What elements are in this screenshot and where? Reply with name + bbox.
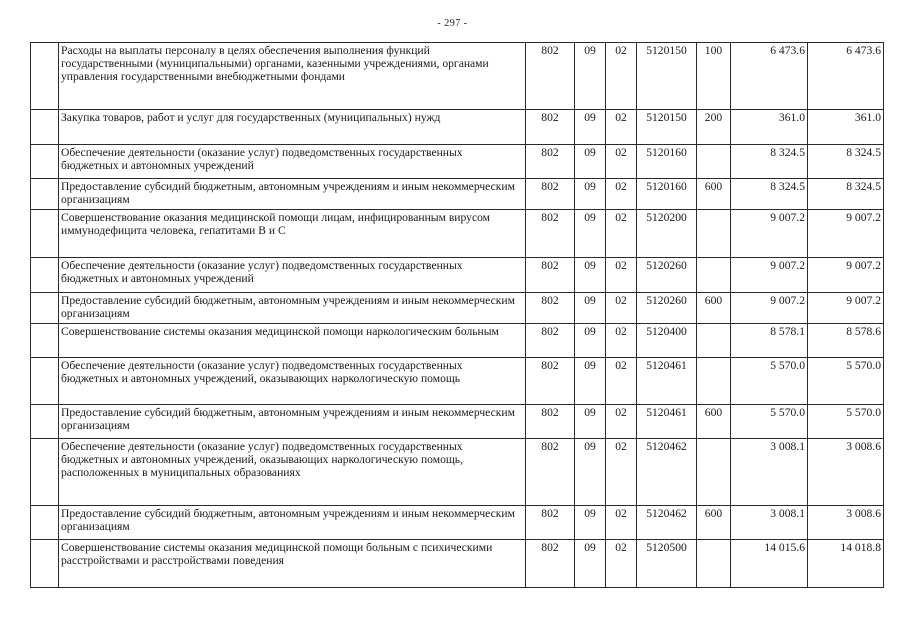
- amount-second-cell: 9 007.2: [808, 293, 884, 324]
- subsection-code-cell: 02: [606, 405, 637, 439]
- subsection-code-cell: 02: [606, 145, 637, 179]
- section-code-cell: 09: [575, 258, 606, 293]
- expense-type-cell: 600: [697, 179, 731, 210]
- expense-type-cell: [697, 358, 731, 405]
- row-marker-cell: [31, 145, 59, 179]
- expense-name-cell: Обеспечение деятельности (оказание услуг) подведомственных государственных бюджетных и автономных учреждений, оказывающих наркологическую помощь, расположенных в муниципальных образованиях: [59, 439, 526, 506]
- ministry-code-cell: 802: [526, 110, 575, 145]
- expense-name-cell: Предоставление субсидий бюджетным, автономным учреждениям и иным некоммерческим организациям: [59, 405, 526, 439]
- expense-name-cell: Расходы на выплаты персоналу в целях обеспечения выполнения функций государственными (муниципальными) органами, казенными учреждениями, органами управления государственными внебюджетными фондами: [59, 43, 526, 110]
- amount-first-cell: 8 324.5: [731, 179, 808, 210]
- expense-name-cell: Обеспечение деятельности (оказание услуг) подведомственных государственных бюджетных и автономных учреждений, оказывающих наркологическую помощь: [59, 358, 526, 405]
- amount-second-cell: 8 578.6: [808, 324, 884, 358]
- amount-second-cell: 8 324.5: [808, 145, 884, 179]
- table-row: [31, 110, 884, 145]
- section-code-cell: 09: [575, 506, 606, 540]
- table-row: [31, 405, 884, 439]
- table-row: [31, 540, 884, 588]
- target-article-cell: 5120461: [637, 405, 697, 439]
- expense-name-cell: Предоставление субсидий бюджетным, автономным учреждениям и иным некоммерческим организациям: [59, 179, 526, 210]
- ministry-code-cell: 802: [526, 258, 575, 293]
- expense-type-cell: 100: [697, 43, 731, 110]
- expense-type-cell: 600: [697, 506, 731, 540]
- amount-second-cell: 5 570.0: [808, 405, 884, 439]
- subsection-code-cell: 02: [606, 439, 637, 506]
- expense-name-cell: Обеспечение деятельности (оказание услуг) подведомственных государственных бюджетных и автономных учреждений: [59, 145, 526, 179]
- target-article-cell: 5120160: [637, 179, 697, 210]
- table-row: [31, 439, 884, 506]
- amount-first-cell: 14 015.6: [731, 540, 808, 588]
- amount-second-cell: 9 007.2: [808, 258, 884, 293]
- row-marker-cell: [31, 324, 59, 358]
- target-article-cell: 5120461: [637, 358, 697, 405]
- row-marker-cell: [31, 43, 59, 110]
- target-article-cell: 5120462: [637, 506, 697, 540]
- expense-name-cell: Закупка товаров, работ и услуг для государственных (муниципальных) нужд: [59, 110, 526, 145]
- row-marker-cell: [31, 293, 59, 324]
- expense-name-cell: Предоставление субсидий бюджетным, автономным учреждениям и иным некоммерческим организациям: [59, 293, 526, 324]
- target-article-cell: 5120150: [637, 43, 697, 110]
- section-code-cell: 09: [575, 324, 606, 358]
- subsection-code-cell: 02: [606, 506, 637, 540]
- expense-name-cell: Совершенствование системы оказания медицинской помощи больным с психическими расстройствами и расстройствами поведения: [59, 540, 526, 588]
- section-code-cell: 09: [575, 293, 606, 324]
- amount-second-cell: 6 473.6: [808, 43, 884, 110]
- expense-name-cell: Совершенствование оказания медицинской помощи лицам, инфицированным вирусом иммунодефицита человека, гепатитами В и С: [59, 210, 526, 258]
- expense-name-cell: Совершенствование системы оказания медицинской помощи наркологическим больным: [59, 324, 526, 358]
- ministry-code-cell: 802: [526, 405, 575, 439]
- ministry-code-cell: 802: [526, 210, 575, 258]
- ministry-code-cell: 802: [526, 43, 575, 110]
- table-row: [31, 179, 884, 210]
- row-marker-cell: [31, 358, 59, 405]
- target-article-cell: 5120400: [637, 324, 697, 358]
- row-marker-cell: [31, 405, 59, 439]
- row-marker-cell: [31, 506, 59, 540]
- row-marker-cell: [31, 110, 59, 145]
- expense-type-cell: [697, 210, 731, 258]
- subsection-code-cell: 02: [606, 210, 637, 258]
- row-marker-cell: [31, 210, 59, 258]
- table-row: [31, 43, 884, 110]
- expense-type-cell: [697, 145, 731, 179]
- section-code-cell: 09: [575, 405, 606, 439]
- section-code-cell: 09: [575, 210, 606, 258]
- row-marker-cell: [31, 439, 59, 506]
- amount-first-cell: 9 007.2: [731, 258, 808, 293]
- row-marker-cell: [31, 179, 59, 210]
- amount-first-cell: 6 473.6: [731, 43, 808, 110]
- table-row: [31, 506, 884, 540]
- expense-type-cell: 600: [697, 405, 731, 439]
- section-code-cell: 09: [575, 179, 606, 210]
- amount-second-cell: 14 018.8: [808, 540, 884, 588]
- target-article-cell: 5120160: [637, 145, 697, 179]
- ministry-code-cell: 802: [526, 324, 575, 358]
- ministry-code-cell: 802: [526, 358, 575, 405]
- expense-type-cell: [697, 258, 731, 293]
- subsection-code-cell: 02: [606, 43, 637, 110]
- amount-first-cell: 5 570.0: [731, 405, 808, 439]
- expense-name-cell: Предоставление субсидий бюджетным, автономным учреждениям и иным некоммерческим организациям: [59, 506, 526, 540]
- subsection-code-cell: 02: [606, 324, 637, 358]
- amount-second-cell: 8 324.5: [808, 179, 884, 210]
- ministry-code-cell: 802: [526, 145, 575, 179]
- target-article-cell: 5120150: [637, 110, 697, 145]
- expense-type-cell: [697, 324, 731, 358]
- ministry-code-cell: 802: [526, 439, 575, 506]
- amount-second-cell: 3 008.6: [808, 506, 884, 540]
- ministry-code-cell: 802: [526, 506, 575, 540]
- section-code-cell: 09: [575, 540, 606, 588]
- expense-type-cell: 200: [697, 110, 731, 145]
- section-code-cell: 09: [575, 110, 606, 145]
- amount-second-cell: 9 007.2: [808, 210, 884, 258]
- section-code-cell: 09: [575, 43, 606, 110]
- section-code-cell: 09: [575, 439, 606, 506]
- subsection-code-cell: 02: [606, 179, 637, 210]
- amount-first-cell: 9 007.2: [731, 293, 808, 324]
- table-row: [31, 324, 884, 358]
- subsection-code-cell: 02: [606, 358, 637, 405]
- target-article-cell: 5120260: [637, 293, 697, 324]
- amount-first-cell: 3 008.1: [731, 506, 808, 540]
- ministry-code-cell: 802: [526, 179, 575, 210]
- table-row: [31, 293, 884, 324]
- subsection-code-cell: 02: [606, 258, 637, 293]
- expense-type-cell: [697, 439, 731, 506]
- row-marker-cell: [31, 540, 59, 588]
- expense-name-cell: Обеспечение деятельности (оказание услуг) подведомственных государственных бюджетных и автономных учреждений: [59, 258, 526, 293]
- table-row: [31, 145, 884, 179]
- amount-second-cell: 5 570.0: [808, 358, 884, 405]
- section-code-cell: 09: [575, 358, 606, 405]
- subsection-code-cell: 02: [606, 293, 637, 324]
- ministry-code-cell: 802: [526, 293, 575, 324]
- subsection-code-cell: 02: [606, 540, 637, 588]
- ministry-code-cell: 802: [526, 540, 575, 588]
- target-article-cell: 5120500: [637, 540, 697, 588]
- amount-first-cell: 9 007.2: [731, 210, 808, 258]
- target-article-cell: 5120462: [637, 439, 697, 506]
- amount-first-cell: 8 324.5: [731, 145, 808, 179]
- table-row: [31, 358, 884, 405]
- page-number: - 297 -: [437, 18, 468, 29]
- table-row: [31, 210, 884, 258]
- amount-first-cell: 8 578.1: [731, 324, 808, 358]
- expense-type-cell: [697, 540, 731, 588]
- amount-first-cell: 3 008.1: [731, 439, 808, 506]
- amount-first-cell: 361.0: [731, 110, 808, 145]
- amount-second-cell: 3 008.6: [808, 439, 884, 506]
- amount-first-cell: 5 570.0: [731, 358, 808, 405]
- target-article-cell: 5120260: [637, 258, 697, 293]
- row-marker-cell: [31, 258, 59, 293]
- amount-second-cell: 361.0: [808, 110, 884, 145]
- budget-table: [30, 42, 884, 588]
- section-code-cell: 09: [575, 145, 606, 179]
- expense-type-cell: 600: [697, 293, 731, 324]
- target-article-cell: 5120200: [637, 210, 697, 258]
- table-row: [31, 258, 884, 293]
- subsection-code-cell: 02: [606, 110, 637, 145]
